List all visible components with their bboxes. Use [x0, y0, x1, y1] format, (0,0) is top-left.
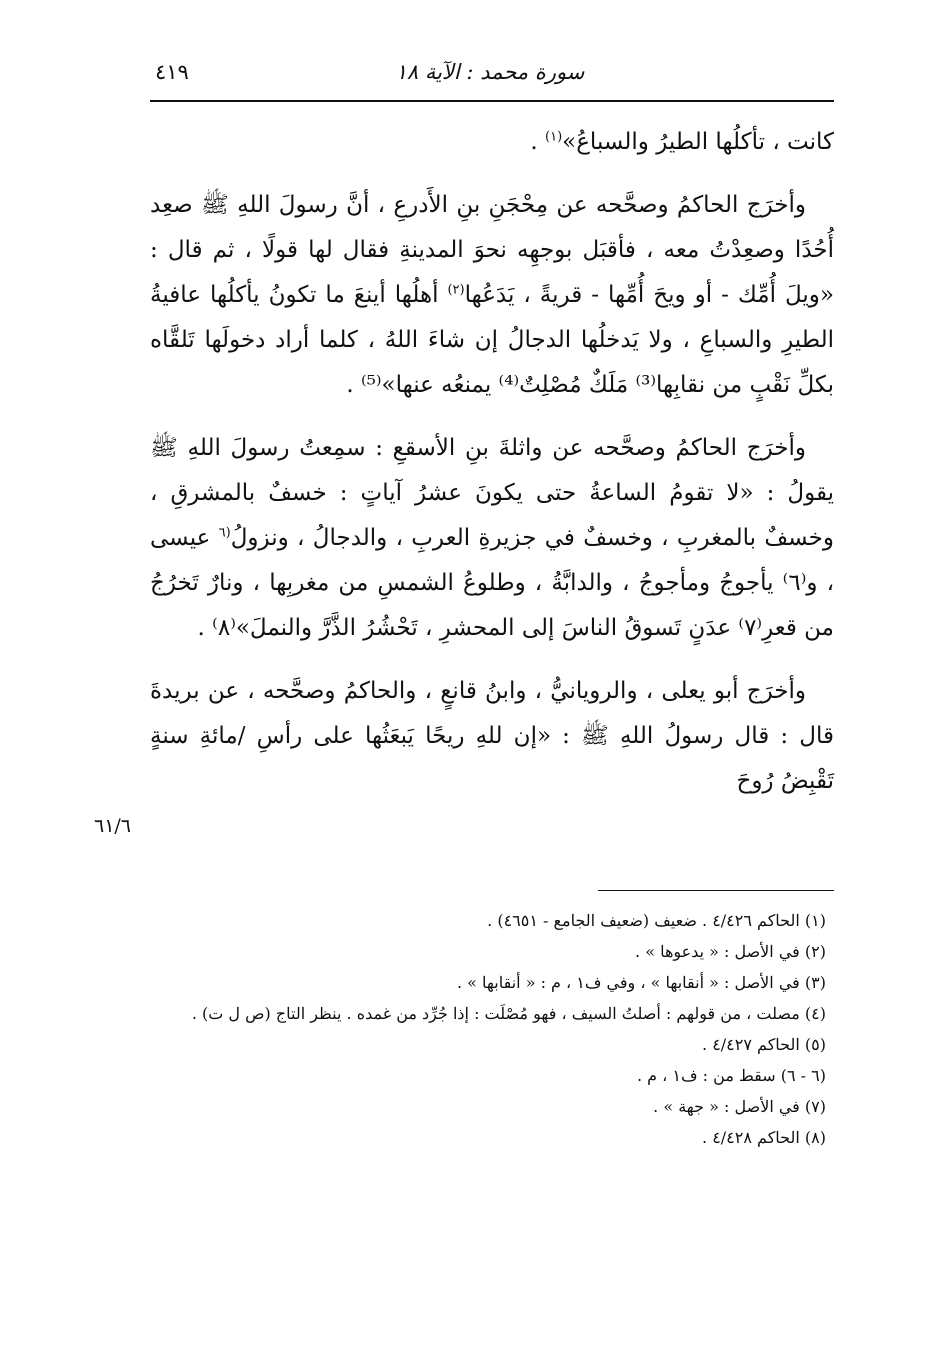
- paragraph-text: كانت ، تأكلُها الطيرُ والسباعُ»: [562, 129, 834, 155]
- page-header: [145, 60, 835, 92]
- footnote-5: (٥) الحاكم ٤/٤٢٧ .: [702, 1035, 826, 1054]
- paragraph-4: [150, 669, 834, 804]
- paragraph-tail: أهلُها أينعَ ما تكونُ يأكلُها عافيةُ الطيرِ والسباعِ ، ولا يَدخلُها الدجالُ إن شاءَ اللهُ ، كلما أراد دخولَها تَلقَّاه بكلِّ نَقْبٍ من نقابِها⁽³⁾ مَلَكٌ مُصْلِتٌ⁽⁴⁾ يمنعُه عنها»⁽⁵⁾ .: [150, 282, 834, 398]
- footnote-1: (١) الحاكم ٤/٤٢٦ . ضعيف (ضعيف الجامع - ٤٦٥١) .: [487, 911, 826, 930]
- main-text: [150, 120, 834, 822]
- paragraph-1: [150, 120, 834, 165]
- footnote-2: (٢) في الأصل : « يدعوها » .: [635, 942, 826, 961]
- paragraph-tail: عيسى ، و⁽٦⁾ يأجوجُ ومأجوجُ ، والدابَّةُ ، وطلوعُ الشمسِ من مغربِها ، ونارٌ تَخرُجُ من قعرِ⁽٧⁾ عدَنٍ تَسوقُ الناسَ إلى المحشرِ ، تَحْشُرُ الذَّرَّ والنملَ»⁽٨⁾ .: [150, 525, 835, 641]
- paragraph-2: [150, 183, 834, 408]
- footnote-7: (٧) في الأصل : « جهة » .: [653, 1097, 826, 1116]
- running-title: سورة محمد : الآية ١٨: [395, 60, 585, 84]
- footnote-3: (٣) في الأصل : « أنقابها » ، وفي ف١ ، م : « أنقابها » .: [456, 973, 826, 992]
- paragraph-3: [150, 426, 834, 651]
- header-rule: [150, 100, 834, 102]
- footnote-8: (٨) الحاكم ٤/٤٢٨ .: [702, 1128, 826, 1147]
- margin-note: ٦١/٦: [94, 815, 132, 837]
- footnote-4: (٤) مصلت ، من قولهم : أصلتُ السيف ، فهو مُصْلَت : إذا جُرِّد من غمده . ينظر التاج (ص ل ت) .: [191, 1004, 826, 1023]
- paragraph-text: وأخرَج الحاكمُ وصحَّحه عن مِحْجَنِ بنِ الأَدرعِ ، أنَّ رسولَ اللهِ ﷺ صعِد أُحُدًا وصعِدْتُ معه ، فأقبَل بوجهِه نحوَ المدينةِ فقال لها قولًا ، ثم قال : «ويلَ أُمِّك - أو ويحَ أُمِّها - قريةً ، يَدَعُها: [150, 192, 834, 308]
- footnote-ref: (٦: [218, 525, 231, 541]
- paragraph-text: وأخرَج الحاكمُ وصحَّحه عن واثلةَ بنِ الأسقعِ : سمِعتُ رسولَ اللهِ ﷺ يقولُ : «لا تقومُ الساعةُ حتى يكونَ عشرُ آياتٍ : خسفٌ بالمشرقِ ، وخسفٌ بالمغربِ ، وخسفٌ في جزيرةِ العربِ ، والدجالُ ، ونزولُ: [150, 435, 834, 551]
- footnote-ref: (١): [545, 129, 563, 145]
- footnotes: [150, 905, 834, 1153]
- footnote-ref: (٢): [447, 282, 465, 298]
- paragraph-text: وأخرَج أبو يعلى ، والرويانيُّ ، وابنُ قانعٍ ، والحاكمُ وصحَّحه ، عن بريدةَ قال : قال رسولُ اللهِ ﷺ : «إن للهِ ريحًا يَبعَثُها على رأسِ /مائةِ سنةٍ تَقْبِضُ رُوحَ: [150, 678, 834, 794]
- paragraph-tail: .: [530, 129, 545, 155]
- footnote-rule: [598, 890, 834, 891]
- page-number: ٤١٩: [155, 60, 189, 84]
- footnote-6: (٦ - ٦) سقط من : ف١ ، م .: [636, 1066, 826, 1085]
